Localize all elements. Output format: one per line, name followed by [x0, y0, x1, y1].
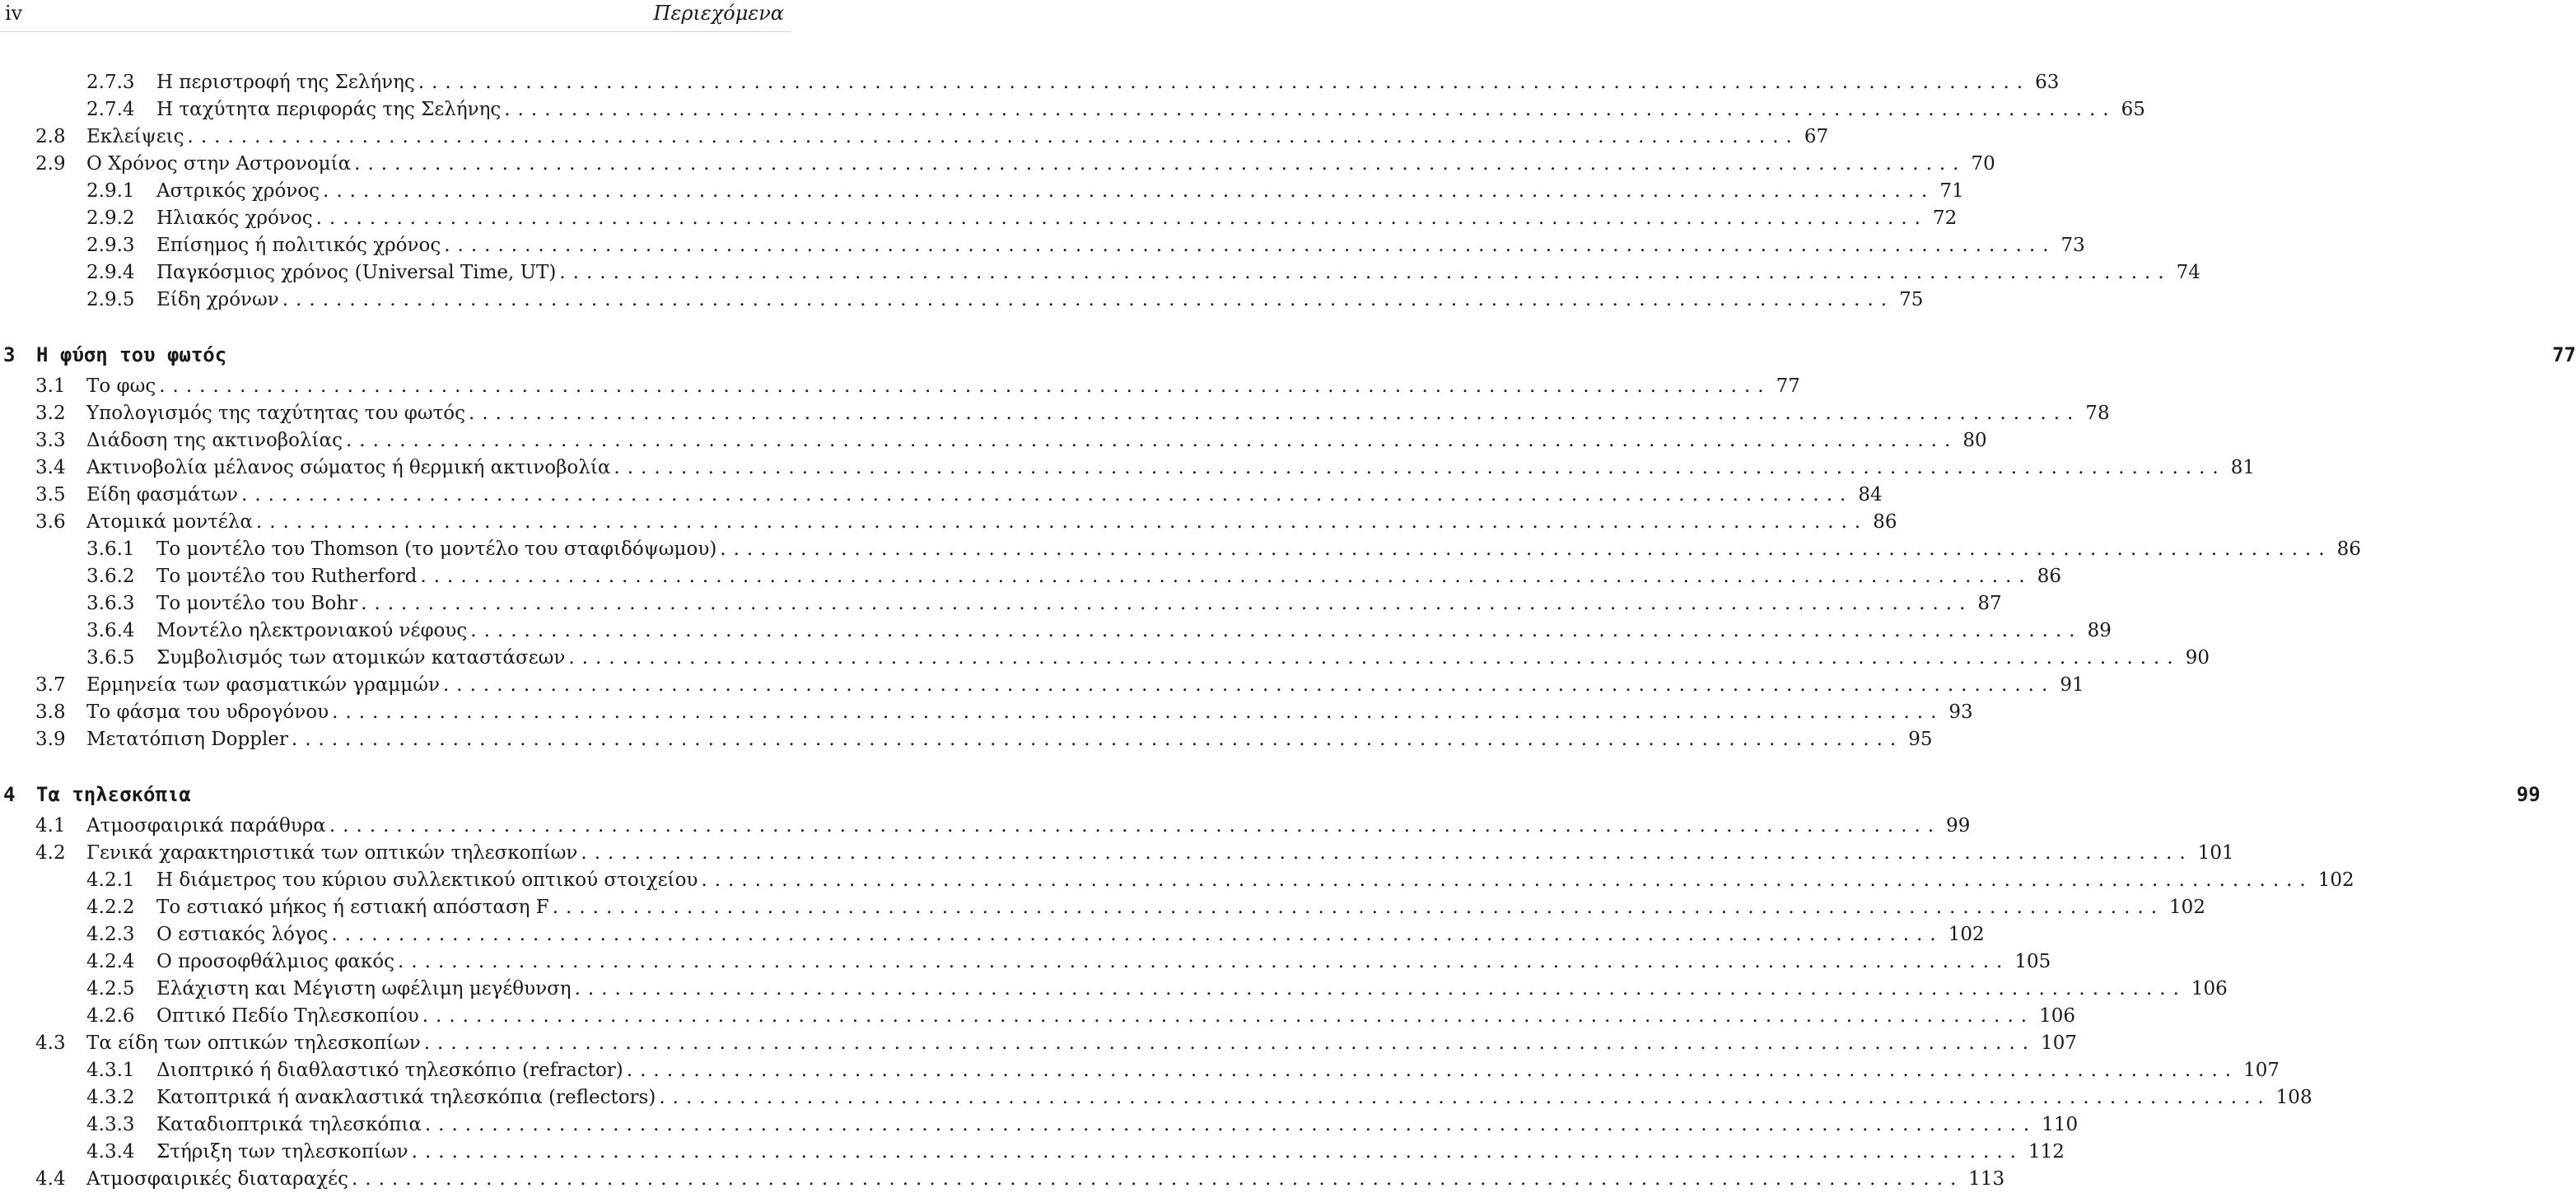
toc-entry-number: 3.6.3 — [86, 593, 135, 614]
dot-leader: ........................................................................................................................ — [581, 842, 2193, 864]
toc-entry-number: 4.2.3 — [86, 924, 135, 945]
toc-entry-title: Υπολογισμός της ταχύτητας του φωτός — [86, 403, 466, 424]
running-title: Περιεχόμενα — [653, 2, 784, 25]
toc-entry[interactable] — [0, 1084, 2312, 1111]
toc-entry-number: 3.8 — [35, 701, 66, 723]
dot-leader: ........................................................................................................................ — [351, 1168, 1964, 1190]
toc-entry[interactable] — [0, 1003, 2075, 1030]
toc-entry-page: 86 — [2037, 566, 2061, 587]
toc-entry-title: Είδη χρόνων — [156, 289, 279, 310]
toc-entry-page: 89 — [2087, 620, 2112, 641]
toc-entry-page: 105 — [2014, 951, 2051, 972]
toc-entry-page: 87 — [1977, 593, 2002, 614]
toc-entry[interactable] — [0, 373, 1800, 400]
toc-entry-page: 77 — [1776, 375, 1800, 397]
toc-entry-page: 75 — [1899, 289, 1924, 310]
toc-entry-number: 2.9 — [35, 153, 66, 175]
toc-entry-number: 2.9.2 — [86, 207, 135, 229]
toc-entry-number: 3 — [3, 343, 16, 366]
toc-entry-title: Ατμοσφαιρικά παράθυρα — [86, 815, 326, 836]
toc-entry-page: 101 — [2197, 842, 2234, 864]
toc-entry[interactable] — [0, 427, 1987, 454]
toc-entry-title: Το εστιακό μήκος ή εστιακή απόσταση F — [156, 897, 549, 918]
toc-entry-page: 102 — [1948, 924, 1985, 945]
toc-chapter-entry[interactable] — [0, 776, 2541, 813]
dot-leader: ........................................................................................................................ — [345, 430, 1958, 451]
dot-leader: ........................................................................................................................ — [241, 484, 1854, 506]
toc-entry[interactable] — [0, 123, 1829, 151]
toc-entry[interactable] — [0, 976, 2228, 1003]
toc-entry-page: 84 — [1858, 484, 1883, 506]
toc-entry-page: 113 — [1968, 1168, 2005, 1190]
toc-entry-number: 4.3.2 — [86, 1087, 135, 1108]
toc-entry-title: Τα είδη των οπτικών τηλεσκοπίων — [86, 1032, 421, 1054]
toc-entry-page: 107 — [2041, 1032, 2077, 1054]
toc-entry[interactable] — [0, 867, 2354, 894]
toc-entry[interactable] — [0, 921, 1985, 948]
dot-leader: ........................................................................................................................ — [568, 647, 2181, 669]
toc-entry-number: 3.6.5 — [86, 647, 135, 669]
dot-leader: ........................................................................................................................ — [422, 1005, 2035, 1027]
toc-entry-number: 3.1 — [35, 375, 66, 397]
toc-entry-number: 3.6.1 — [86, 538, 135, 560]
toc-entry-title: Το φως — [86, 375, 156, 397]
toc-entry[interactable] — [0, 1111, 2079, 1139]
dot-leader: ........................................................................................................................ — [291, 729, 1904, 750]
toc-entry-number: 4.2.2 — [86, 897, 135, 918]
toc-entry[interactable] — [0, 287, 1924, 314]
toc-entry-page: 112 — [2028, 1141, 2065, 1163]
toc-entry[interactable] — [0, 813, 1971, 840]
toc-entry[interactable] — [0, 400, 2110, 427]
toc-entry-number: 4.2.1 — [86, 869, 135, 891]
dot-leader: ........................................................................................................................ — [442, 674, 2056, 696]
toc-entry[interactable] — [0, 482, 1883, 509]
toc-entry-title: Ελάχιστη και Μέγιστη ωφέλιμη μεγέθυνση — [156, 978, 572, 1000]
toc-entry[interactable] — [0, 536, 2361, 563]
dot-leader: ........................................................................................................................ — [354, 153, 1967, 175]
toc-entry-title: Το φάσμα του υδρογόνου — [86, 701, 329, 723]
toc-entry[interactable] — [0, 699, 1973, 726]
toc-entry-number: 4.3.4 — [86, 1141, 135, 1163]
toc-entry[interactable] — [0, 1057, 2280, 1084]
toc-entry-page: 77 — [2552, 343, 2576, 366]
toc-entry-page: 80 — [1962, 430, 1987, 451]
toc-entry[interactable] — [0, 69, 2060, 96]
toc-entry-title: Επίσημος ή πολιτικός χρόνος — [156, 235, 441, 256]
toc-entry[interactable] — [0, 232, 2085, 259]
toc-entry-title: Ο Χρόνος στην Αστρονομία — [86, 153, 352, 175]
toc-entry-title: Ηλιακός χρόνος — [156, 207, 313, 229]
toc-entry-page: 107 — [2243, 1060, 2280, 1081]
toc-entry-title: Το μοντέλο του Rutherford — [156, 566, 418, 587]
dot-leader: ........................................................................................................................ — [315, 207, 1928, 229]
toc-entry[interactable] — [0, 948, 2051, 976]
dot-leader: ........................................................................................................................ — [418, 72, 2031, 93]
toc-entry-number: 3.9 — [35, 729, 66, 750]
toc-entry[interactable] — [0, 151, 1995, 178]
toc-entry-number: 2.9.1 — [86, 180, 135, 202]
toc-entry-page: 72 — [1932, 207, 1958, 229]
dot-leader: ........................................................................................................................ — [398, 951, 2010, 972]
toc-entry-page: 102 — [2169, 897, 2205, 918]
toc-entry-page: 108 — [2275, 1087, 2312, 1108]
dot-leader: ........................................................................................................................ — [424, 1114, 2037, 1135]
toc-entry-page: 78 — [2085, 403, 2110, 424]
toc-entry-number: 3.3 — [35, 430, 66, 451]
toc-entry-page: 81 — [2230, 457, 2255, 478]
toc-entry-number: 2.7.4 — [86, 99, 135, 120]
dot-leader: ........................................................................................................................ — [282, 289, 1895, 310]
dot-leader: ........................................................................................................................ — [614, 457, 2226, 478]
toc-entry[interactable] — [0, 726, 1933, 753]
dot-leader: ........................................................................................................................ — [626, 1060, 2239, 1081]
dot-leader: ........................................................................................................................ — [423, 1032, 2037, 1054]
toc-entry-page: 110 — [2042, 1114, 2079, 1135]
toc-entry-number: 4.1 — [35, 815, 66, 836]
toc-entry-title: Είδη φασμάτων — [86, 484, 239, 506]
toc-entry-title: Γενικά χαρακτηριστικά των οπτικών τηλεσκοπίων — [86, 842, 578, 864]
toc-entry-title: Ερμηνεία των φασματικών γραμμών — [86, 674, 440, 696]
toc-entry-title: Η φύση του φωτός — [36, 343, 227, 366]
toc-entry-title: Διοπτρικό ή διαθλαστικό τηλεσκόπιο (refractor) — [156, 1060, 623, 1081]
page-header — [0, 0, 791, 32]
toc-entry[interactable] — [0, 617, 2112, 645]
toc-entry-title: Ο εστιακός λόγος — [156, 924, 329, 945]
toc-entry[interactable] — [0, 259, 2200, 287]
toc-entry[interactable] — [0, 590, 2002, 617]
toc-entry-page: 73 — [2060, 235, 2085, 256]
toc-entry[interactable] — [0, 454, 2255, 482]
dot-leader: ........................................................................................................................ — [720, 538, 2332, 560]
toc-entry-page: 86 — [1873, 511, 1897, 533]
toc-entry[interactable] — [0, 96, 2145, 123]
toc-entry-page: 99 — [2516, 783, 2541, 806]
toc-entry[interactable] — [0, 894, 2205, 921]
toc-entry-title: Η περιστροφή της Σελήνης — [156, 72, 415, 93]
dot-leader: ........................................................................................................................ — [159, 375, 1771, 397]
dot-leader: ........................................................................................................................ — [329, 815, 1942, 836]
toc-entry-number: 3.5 — [35, 484, 66, 506]
dot-leader: ........................................................................................................................ — [701, 869, 2313, 891]
dot-leader: ........................................................................................................................ — [559, 262, 2172, 283]
toc-entry-title: Ατμοσφαιρικές διαταραχές — [86, 1168, 348, 1190]
toc-entry-page: 74 — [2176, 262, 2200, 283]
toc-chapter-entry[interactable] — [0, 337, 2576, 373]
toc-entry-title: Κατοπτρικά ή ανακλαστικά τηλεσκόπια (reflectors) — [156, 1087, 656, 1108]
dot-leader: ........................................................................................................................ — [411, 1141, 2023, 1163]
toc-entry-title: Εκλείψεις — [86, 126, 184, 147]
toc-entry-number: 2.9.5 — [86, 289, 135, 310]
toc-entry[interactable] — [0, 563, 2061, 590]
toc-entry-title: Το μοντέλο του Thomson (το μοντέλο του σταφιδόψωμου) — [156, 538, 717, 560]
toc-entry-page: 93 — [1948, 701, 1973, 723]
toc-entry-number: 3.6.2 — [86, 566, 135, 587]
dot-leader: ........................................................................................................................ — [361, 593, 1973, 614]
toc-entry-page: 106 — [2039, 1005, 2075, 1027]
dot-leader: ........................................................................................................................ — [659, 1087, 2271, 1108]
toc-entry-title: Οπτικό Πεδίο Τηλεσκοπίου — [156, 1005, 419, 1027]
toc-entry-page: 91 — [2060, 674, 2084, 696]
toc-entry-title: Ατομικά μοντέλα — [86, 511, 253, 533]
toc-entry-number: 4.2.6 — [86, 1005, 135, 1027]
toc-entry-page: 70 — [1971, 153, 1995, 175]
dot-leader: ........................................................................................................................ — [255, 511, 1869, 533]
toc-entry-page: 106 — [2191, 978, 2228, 1000]
toc-entry[interactable] — [0, 205, 1958, 232]
toc-entry-page: 65 — [2121, 99, 2145, 120]
toc-entry-title: Μετατόπιση Doppler — [86, 729, 288, 750]
toc-entry-title: Τα τηλεσκόπια — [36, 783, 191, 806]
toc-entry-number: 4.3 — [35, 1032, 66, 1054]
dot-leader: ........................................................................................................................ — [504, 99, 2116, 120]
toc-entry-number: 3.6 — [35, 511, 66, 533]
toc-entry-page: 95 — [1908, 729, 1933, 750]
toc-entry-number: 3.4 — [35, 457, 66, 478]
dot-leader: ........................................................................................................................ — [552, 897, 2165, 918]
toc-entry[interactable] — [0, 178, 1964, 205]
toc-entry-number: 2.7.3 — [86, 72, 135, 93]
toc-entry-number: 4.4 — [35, 1168, 66, 1190]
toc-entry-number: 4.2 — [35, 842, 66, 864]
toc-entry[interactable] — [0, 1139, 2065, 1166]
toc-entry-page: 67 — [1804, 126, 1829, 147]
toc-entry[interactable] — [0, 672, 2084, 699]
toc-entry-number: 4 — [3, 783, 16, 806]
toc-entry-number: 4.3.1 — [86, 1060, 135, 1081]
toc-entry-title: Συμβολισμός των ατομικών καταστάσεων — [156, 647, 566, 669]
dot-leader: ........................................................................................................................ — [444, 235, 2056, 256]
toc-entry-title: Η διάμετρος του κύριου συλλεκτικού οπτικού στοιχείου — [156, 869, 698, 891]
toc-entry-page: 71 — [1939, 180, 1964, 202]
toc-entry-title: Αστρικός χρόνος — [156, 180, 320, 202]
toc-entry-number: 2.8 — [35, 126, 66, 147]
dot-leader: ........................................................................................................................ — [574, 978, 2186, 1000]
toc-entry-title: Καταδιοπτρικά τηλεσκόπια — [156, 1114, 422, 1135]
toc-entry-number: 3.6.4 — [86, 620, 135, 641]
dot-leader: ........................................................................................................................ — [469, 403, 2081, 424]
toc-entry-number: 2.9.3 — [86, 235, 135, 256]
dot-leader: ........................................................................................................................ — [331, 924, 1944, 945]
dot-leader: ........................................................................................................................ — [470, 620, 2083, 641]
toc-entry-number: 3.2 — [35, 403, 66, 424]
toc-entry-title: Στήριξη των τηλεσκοπίων — [156, 1141, 408, 1163]
toc-entry[interactable] — [0, 840, 2234, 867]
toc-entry-page: 102 — [2317, 869, 2354, 891]
dot-leader: ........................................................................................................................ — [323, 180, 1935, 202]
toc-entry-page: 63 — [2035, 72, 2060, 93]
toc-entry-page: 90 — [2185, 647, 2210, 669]
dot-leader: ........................................................................................................................ — [420, 566, 2032, 587]
table-of-contents — [0, 69, 2576, 1193]
toc-entry-number: 4.3.3 — [86, 1114, 135, 1135]
toc-entry-title: Παγκόσμιος χρόνος (Universal Time, UT) — [156, 262, 557, 283]
toc-entry-number: 4.2.4 — [86, 951, 135, 972]
toc-entry-page: 99 — [1946, 815, 1971, 836]
toc-entry-number: 2.9.4 — [86, 262, 135, 283]
dot-leader: ........................................................................................................................ — [187, 126, 1799, 147]
toc-entry-page: 86 — [2336, 538, 2361, 560]
toc-entry-title: Διάδοση της ακτινοβολίας — [86, 430, 343, 451]
toc-entry-title: Η ταχύτητα περιφοράς της Σελήνης — [156, 99, 502, 120]
toc-entry[interactable] — [0, 645, 2210, 672]
toc-entry-title: Μοντέλο ηλεκτρονιακού νέφους — [156, 620, 468, 641]
toc-entry-title: Το μοντέλο του Bohr — [156, 593, 358, 614]
toc-entry[interactable] — [0, 509, 1897, 536]
toc-entry-number: 4.2.5 — [86, 978, 135, 1000]
toc-entry[interactable] — [0, 1166, 2005, 1193]
dot-leader: ........................................................................................................................ — [332, 701, 1944, 723]
toc-entry-title: Ακτινοβολία μέλανος σώματος ή θερμική ακτινοβολία — [86, 457, 611, 478]
toc-entry[interactable] — [0, 1030, 2077, 1057]
page-number: iv — [5, 2, 23, 25]
toc-entry-number: 3.7 — [35, 674, 66, 696]
toc-entry-title: Ο προσοφθάλμιος φακός — [156, 951, 395, 972]
